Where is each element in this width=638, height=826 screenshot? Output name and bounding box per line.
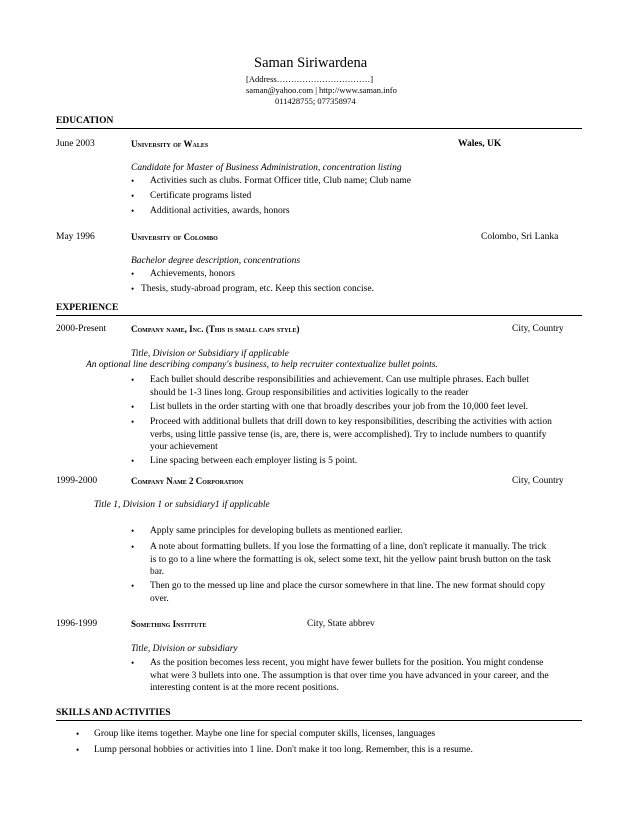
list-item: Achievements, honors (150, 269, 235, 279)
address-line: [Address……………………………] (246, 74, 374, 84)
bullet-icon: • (131, 456, 135, 466)
list-item-line: Then go to the messed up line and place the cursor somewhere in that line. The new format should copy (150, 581, 546, 591)
list-item-line: interesting content is at the more recent positions. (150, 683, 339, 693)
bullet-icon: • (131, 191, 135, 201)
job-company: Company name, Inc. (This is small caps style) (131, 324, 300, 334)
skills-divider (56, 720, 582, 721)
list-item-line: what were 3 bullets into one. The assumption is that over time you have advanced in your career, and the (150, 671, 549, 681)
bullet-icon: • (131, 206, 135, 216)
phone-line: 011428755; 077358974 (275, 96, 356, 106)
job-title: Title, Division or subsidiary (131, 644, 238, 654)
bullet-icon: • (76, 729, 80, 739)
list-item: Lump personal hobbies or activities into 1 line. Don't make it too long. Remember, this is a resume. (94, 745, 473, 755)
job-description: An optional line describing company's business, to help recruiter contextualize bullet points. (86, 360, 438, 370)
list-item-line: Proceed with additional bullets that drill down to key responsibilities, describing the activities with action (150, 417, 552, 427)
education-school: University of Colombo (131, 232, 218, 242)
list-item: Thesis, study-abroad program, etc. Keep this section concise. (141, 284, 374, 294)
list-item-line: your achievement (150, 442, 218, 452)
list-item-line: verbs, using little passive tense (is, are, there is, were accomplished). Try to include numbers to quantify (150, 430, 547, 440)
job-date: 2000-Present (56, 324, 107, 334)
list-item: Activities such as clubs. Format Officer title, Club name; Club name (150, 176, 412, 186)
list-item: Certificate programs listed (150, 191, 252, 201)
job-company: Something Institute (131, 619, 207, 629)
job-location: City, Country (512, 324, 564, 334)
list-item-line: Each bullet should describe responsibilities and achievement. Can use multiple phrases. Each bullet (150, 375, 529, 385)
bullet-icon: • (131, 581, 135, 591)
list-item: Group like items together. Maybe one line for special computer skills, licenses, languages (94, 729, 436, 739)
skills-heading: SKILLS AND ACTIVITIES (56, 708, 171, 718)
bullet-icon: • (131, 402, 135, 412)
list-item-line: Apply same principles for developing bullets as mentioned earlier. (150, 526, 403, 536)
list-item-line: A note about formatting bullets. If you lose the formatting of a line, don't replicate it manually. The trick (150, 542, 547, 552)
bullet-icon: • (131, 269, 135, 279)
resume-name: Saman Siriwardena (254, 55, 368, 71)
education-school: University of Wales (131, 139, 209, 149)
list-item-line: List bullets in the order starting with one that broadly describes your job from the 10,000 feet level. (150, 402, 529, 412)
job-location: City, State abbrev (307, 619, 375, 629)
bullet-icon: • (131, 542, 135, 552)
bullet-icon: • (131, 417, 135, 427)
education-heading: EDUCATION (56, 116, 114, 126)
job-date: 1999-2000 (56, 476, 98, 486)
education-date: May 1996 (56, 232, 95, 242)
list-item-line: Line spacing between each employer listing is 5 point. (150, 456, 358, 466)
list-item-line: bar. (150, 567, 164, 577)
education-location: Colombo, Sri Lanka (481, 232, 559, 242)
bullet-icon: • (131, 658, 135, 668)
bullet-icon: • (131, 375, 135, 385)
education-degree: Candidate for Master of Business Administration, concentration listing (131, 163, 402, 173)
list-item-line: As the position becomes less recent, you might have fewer bullets for the position. You might condense (150, 658, 544, 668)
contact-line: saman@yahoo.com | http://www.saman.info (246, 85, 397, 95)
list-item-line: should be 1-3 lines long. Group responsibilities and activities logically to the reader (150, 388, 469, 398)
list-item-line: is to go to a line where the formatting is ok, select some text, hit the yellow paint brush button on the task (150, 555, 552, 565)
job-date: 1996-1999 (56, 619, 98, 629)
list-item-line: over. (150, 594, 169, 604)
job-location: City, Country (512, 476, 564, 486)
education-degree: Bachelor degree description, concentrations (131, 256, 301, 266)
experience-divider (56, 315, 582, 316)
bullet-icon: • (131, 526, 135, 536)
list-item: Additional activities, awards, honors (150, 206, 290, 216)
education-date: June 2003 (56, 139, 95, 149)
education-divider (56, 128, 582, 129)
bullet-icon: • (131, 176, 135, 186)
experience-heading: EXPERIENCE (56, 303, 119, 313)
bullet-icon: • (131, 284, 135, 294)
job-company: Company Name 2 Corporation (131, 476, 244, 486)
job-title: Title 1, Division 1 or subsidiary1 if applicable (94, 500, 270, 510)
education-location: Wales, UK (458, 139, 502, 149)
bullet-icon: • (76, 745, 80, 755)
job-title: Title, Division or Subsidiary if applicable (131, 349, 289, 359)
